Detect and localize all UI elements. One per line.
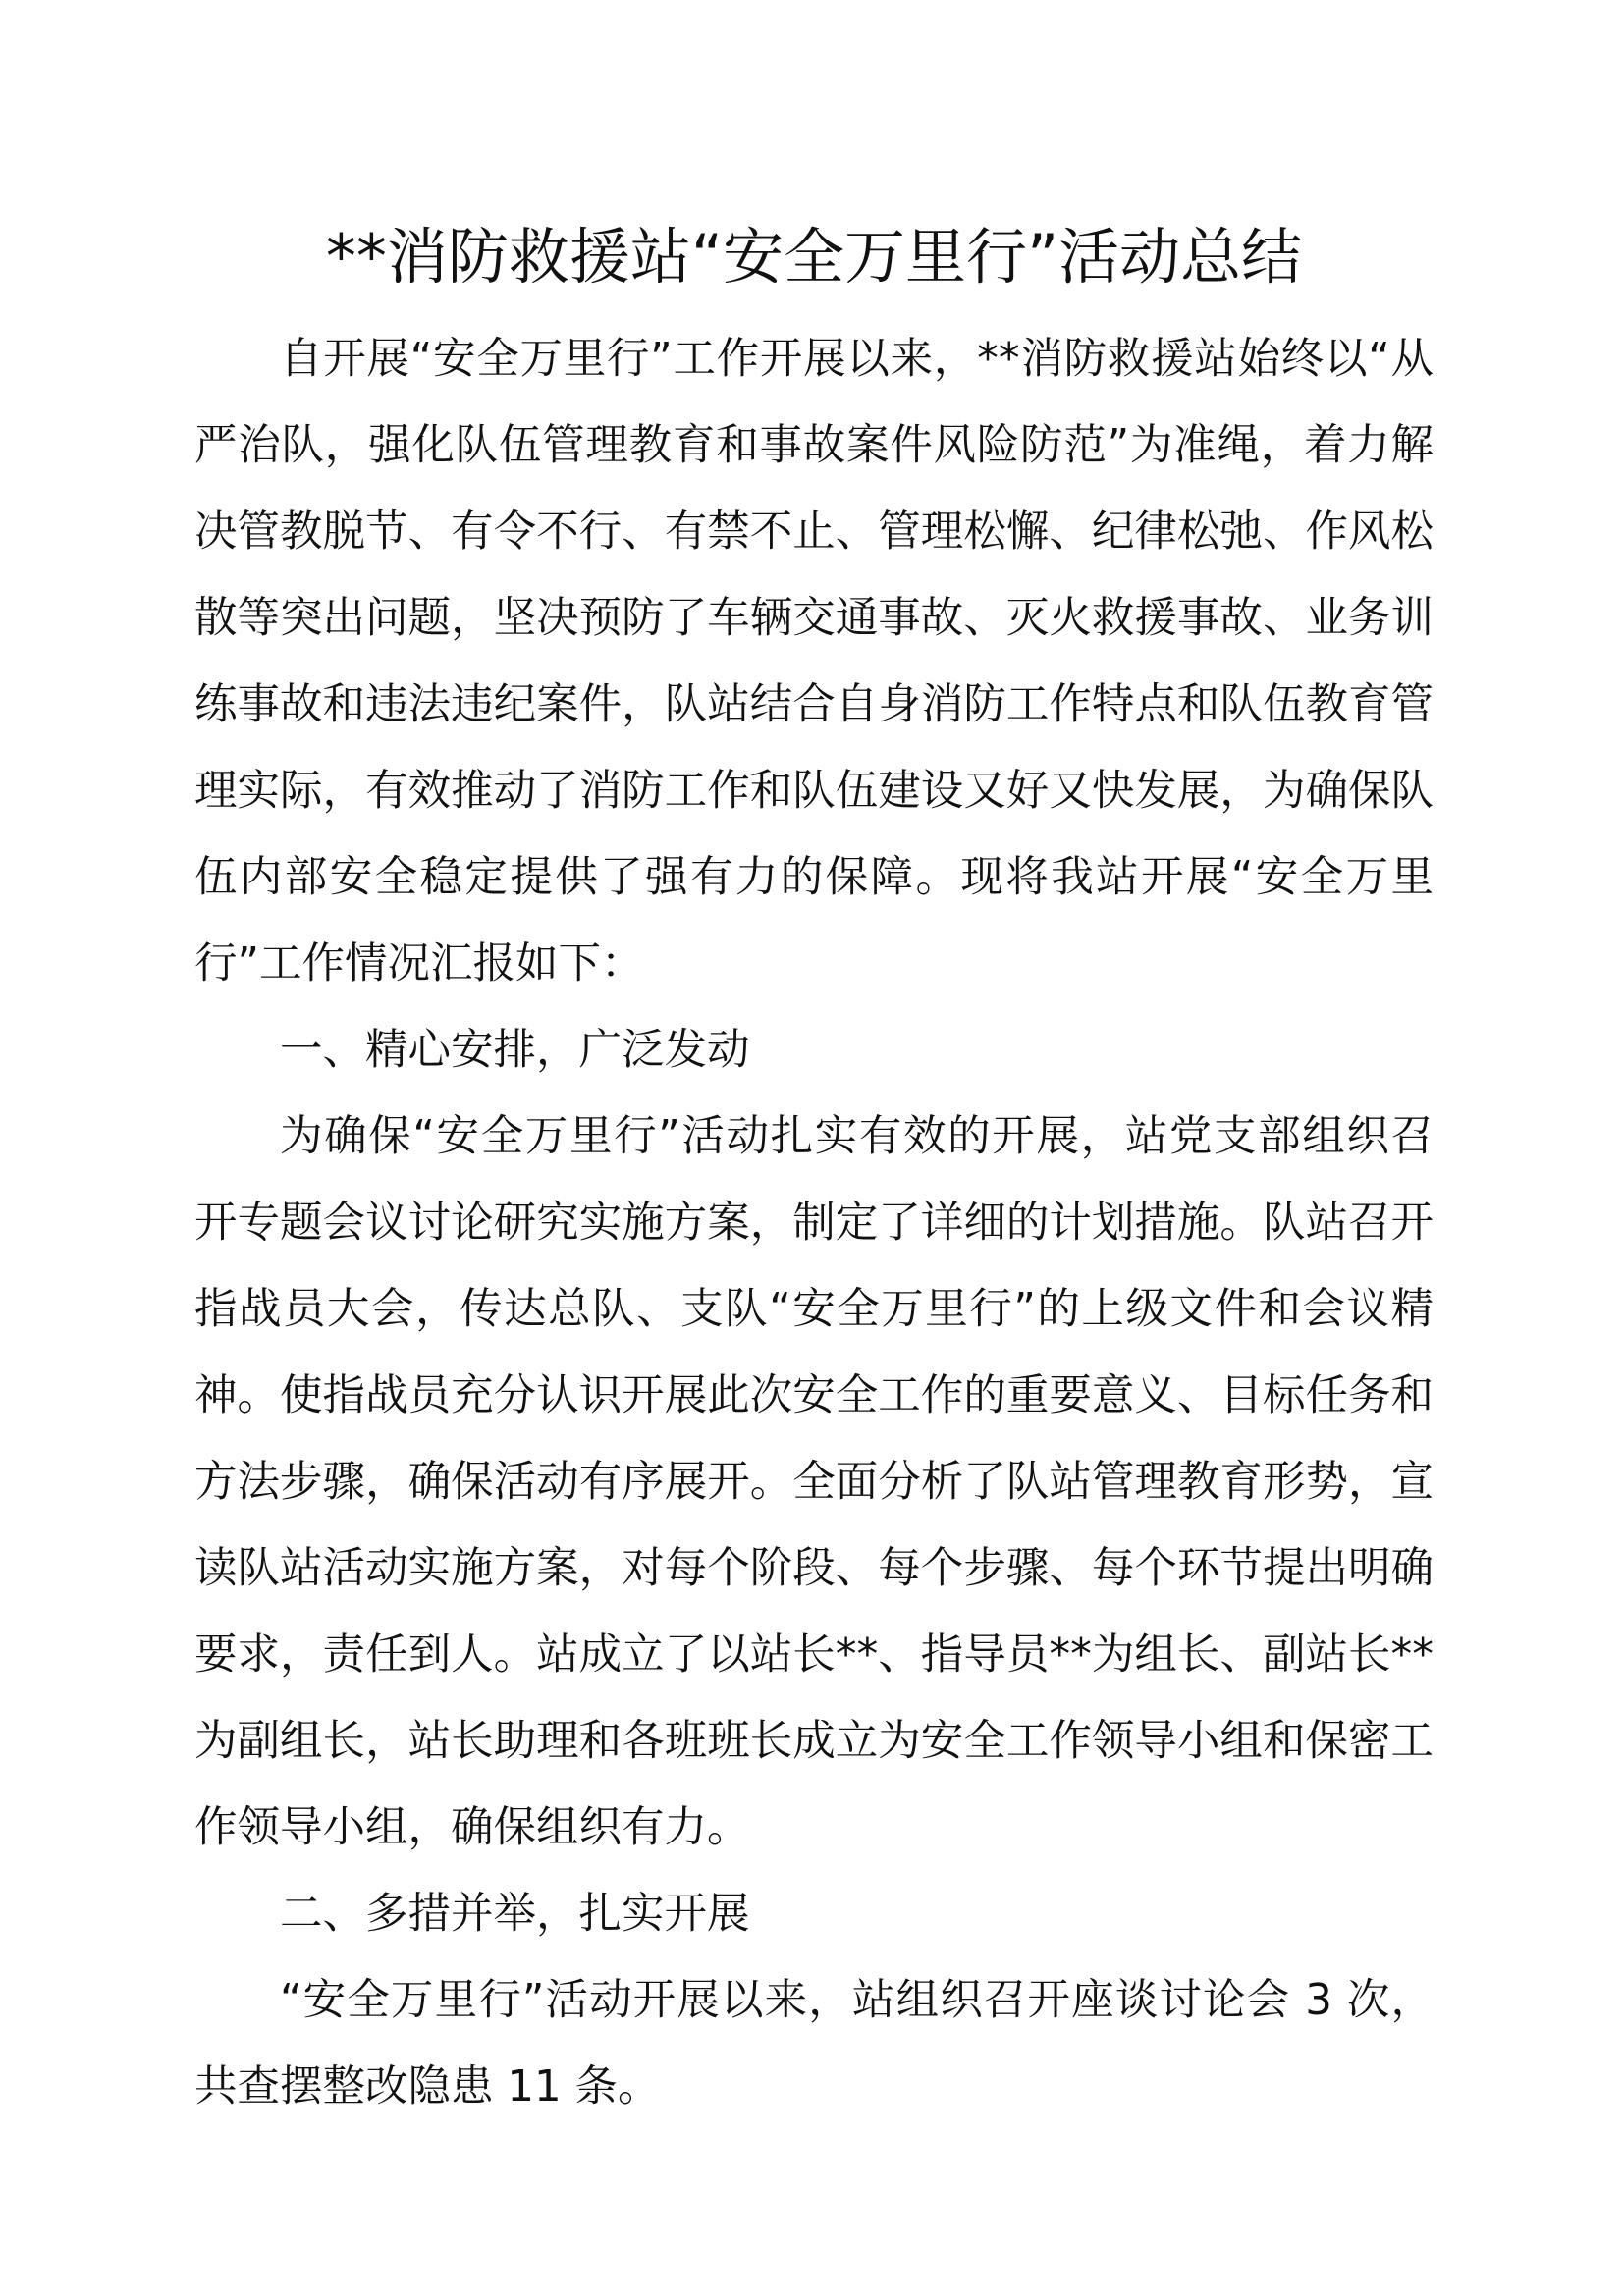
document-body: [194, 210, 1434, 2130]
section-2-heading: 二、多措并举，扎实开展: [280, 1890, 750, 1939]
document-title: **消防救援站“安全万里行”活动总结: [325, 221, 1303, 293]
section-2-paragraph: “安全万里行”活动开展以来，站组织召开座谈讨论会 3 次，共查摆整改隐患 11 条。: [194, 1976, 1434, 2111]
intro-paragraph: 自开展“安全万里行”工作开展以来，**消防救援站始终以“从严治队，强化队伍管理教育和事故案件风险防范”为准绳，着力解决管教脱节、有令不行、有禁不止、管理松懈、纪律松弛、作风松散等突出问题，坚决预防了车辆交通事故、灭火救援事故、业务训练事故和违法违纪案件，队站结合自身消防工作特点和队伍教育管理实际，有效推动了消防工作和队伍建设又好又快发展，为确保队伍内部安全稳定提供了强有力的保障。现将我站开展“安全万里行”工作情况汇报如下：: [194, 335, 1434, 988]
section-1-heading: 一、精心安排，广泛发动: [280, 1026, 750, 1075]
section-1-paragraph: 为确保“安全万里行”活动扎实有效的开展，站党支部组织召开专题会议讨论研究实施方案，制定了详细的计划措施。队站召开指战员大会，传达总队、支队“安全万里行”的上级文件和会议精神。使指战员充分认识开展此次安全工作的重要意义、目标任务和方法步骤，确保活动有序展开。全面分析了队站管理教育形势，宣读队站活动实施方案，对每个阶段、每个步骤、每个环节提出明确要求，责任到人。站成立了以站长**、指导员**为组长、副站长**为副组长，站长助理和各班班长成立为安全工作领导小组和保密工作领导小组，确保组织有力。: [194, 1112, 1434, 1852]
